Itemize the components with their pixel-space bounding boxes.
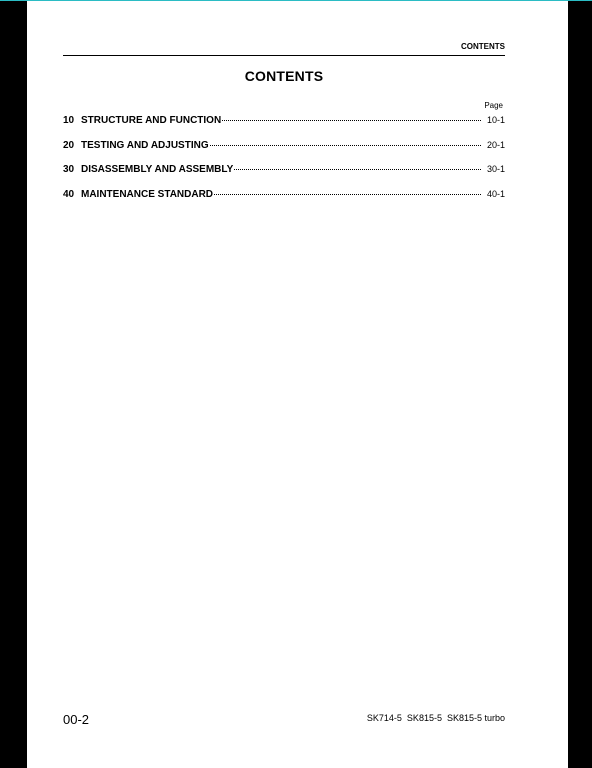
footer-model-list: SK714-5 SK815-5 SK815-5 turbo (366, 713, 505, 723)
dot-leader (234, 169, 481, 170)
toc-entry-number: 40 (63, 188, 75, 200)
toc-entry-title[interactable]: MAINTENANCE STANDARD (81, 188, 214, 200)
toc-entry-title[interactable]: DISASSEMBLY AND ASSEMBLY (81, 164, 234, 175)
dot-leader (210, 145, 481, 146)
dot-leader (214, 194, 481, 195)
toc-entry-40[interactable] (63, 189, 505, 214)
toc-entry-number: 30 (63, 164, 75, 175)
document-page (27, 1, 568, 768)
table-of-contents (63, 115, 505, 213)
toc-entry-30[interactable] (63, 164, 505, 189)
toc-entry-number: 10 (63, 115, 75, 126)
footer-page-number: 00-2 (63, 712, 90, 727)
toc-entry-title[interactable]: TESTING AND ADJUSTING (81, 139, 209, 151)
toc-entry-page[interactable]: 30-1 (486, 164, 505, 174)
toc-entry-page[interactable]: 20-1 (486, 139, 505, 150)
dot-leader (222, 120, 481, 121)
toc-entry-10[interactable] (63, 115, 505, 140)
page-title: CONTENTS (244, 68, 324, 84)
toc-entry-20[interactable] (63, 140, 505, 165)
running-header-title: CONTENTS (461, 42, 505, 51)
toc-entry-number: 20 (63, 139, 75, 151)
page-column-label: Page (484, 101, 503, 110)
toc-entry-page[interactable]: 10-1 (486, 115, 505, 125)
running-header (63, 41, 505, 56)
toc-entry-title[interactable]: STRUCTURE AND FUNCTION (81, 115, 222, 126)
toc-entry-page[interactable]: 40-1 (486, 188, 505, 199)
